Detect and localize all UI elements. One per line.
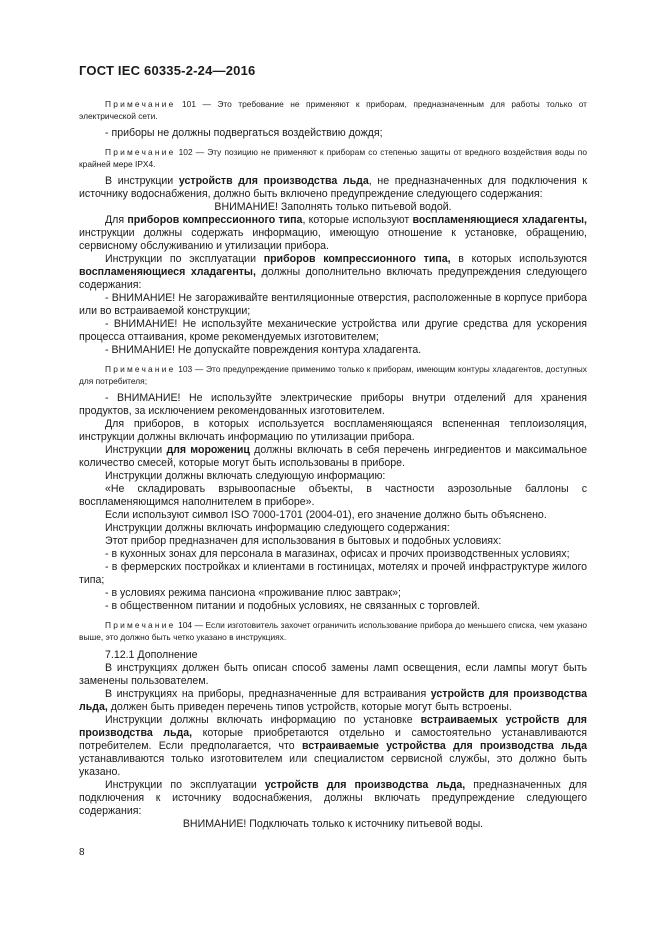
- list-item: - в общественном питании и подобных условиях, не связанных с торговлей.: [105, 600, 481, 612]
- note-103: Примечание 103 — Это предупреждение применимо только к приборам, имеющим контуры хладагентов, доступных для потребителя;: [79, 364, 587, 386]
- note-102: Примечание 102 — Эту позицию не применяют к приборам со степенью защиты от вредного воздействия воды по крайней мере IPX4.: [79, 147, 588, 169]
- page-number: 8: [79, 847, 85, 858]
- list-item: - в фермерских постройках и клиентами в гостиницах, мотелях и прочей инфраструктуре жилого типа;: [79, 561, 587, 586]
- paragraph: Для приборов компрессионного типа, которые используют воспламеняющиеся хладагенты, инструкции должны содержать информацию, имеющую отношение к установке, обращению, сервисному обслуживанию и утилизации прибора.: [79, 214, 587, 252]
- paragraph: Инструкции для морожениц должны включать в себя перечень ингредиентов и максимальное количество смесей, которые могут быть использованы в приборе.: [79, 444, 587, 469]
- note-104: Примечание 104 — Если изготовитель захочет ограничить использование прибора до меньшего списка, чем указано выше, это должно быть четко указано в инструкциях.: [79, 620, 587, 642]
- note-101: Примечание 101 — Это требование не применяют к приборам, предназначенным для работы только от электрической сети.: [79, 99, 588, 121]
- list-item: - ВНИМАНИЕ! Не используйте электрические приборы внутри отделений для хранения продуктов, за исключением рекомендованных изготовителем.: [79, 392, 587, 417]
- paragraph: Для приборов, в которых используется воспламеняющаяся вспененная теплоизоляция, инструкции должны включать информацию по утилизации прибора.: [79, 418, 587, 443]
- section-heading: 7.12.1 Дополнение: [105, 649, 198, 661]
- paragraph: Если используют символ ISO 7000-1701 (2004-01), его значение должно быть объяснено.: [105, 509, 547, 521]
- document-body: [79, 92, 587, 831]
- paragraph: Инструкции должны включать следующую информацию:: [105, 470, 386, 482]
- warning-line: ВНИМАНИЕ! Подключать только к источнику питьевой воды.: [182, 818, 484, 830]
- document-header: ГОСТ IEC 60335-2-24—2016: [79, 63, 256, 78]
- paragraph: «Не складировать взрывоопасные объекты, в частности аэрозольные баллоны с воспламеняющимся наполнителем в приборе».: [79, 483, 587, 508]
- paragraph: Этот прибор предназначен для использования в бытовых и подобных условиях:: [105, 535, 502, 547]
- note-label: Примечание: [105, 99, 176, 109]
- paragraph: В инструкциях на приборы, предназначенные для встраивания устройств для производства льда, должен быть приведен перечень типов устройств, которые могут быть встроены.: [79, 688, 587, 713]
- paragraph: В инструкциях должен быть описан способ замены ламп освещения, если лампы могут быть заменены пользователем.: [79, 662, 587, 687]
- paragraph: Инструкции по эксплуатации приборов компрессионного типа, в которых используются воспламеняющиеся хладагенты, должны дополнительно включать предупреждения следующего содержания:: [79, 253, 588, 291]
- paragraph: В инструкции устройств для производства льда, не предназначенных для подключения к источнику водоснабжения, должно быть включено предупреждение следующего содержания:: [79, 175, 587, 200]
- note-label: Примечание: [105, 147, 176, 157]
- paragraph: Инструкции по эксплуатации устройств для производства льда, предназначенных для подключения к источнику водоснабжения, должны включать предупреждение следующего содержания:: [79, 779, 588, 817]
- list-item: - в условиях режима пансиона «проживание плюс завтрак»;: [105, 587, 401, 599]
- list-item: - ВНИМАНИЕ! Не допускайте повреждения контура хладагента.: [105, 344, 422, 356]
- warning-line: ВНИМАНИЕ! Заполнять только питьевой водой.: [214, 201, 452, 213]
- note-label: Примечание: [105, 364, 176, 374]
- list-item: - ВНИМАНИЕ! Не загораживайте вентиляционные отверстия, расположенные в корпусе прибора или во встраиваемой конструкции;: [79, 292, 587, 317]
- list-item: - ВНИМАНИЕ! Не используйте механические устройства или другие средства для ускорения процесса оттаивания, кроме рекомендуемых изготовителем;: [79, 318, 587, 343]
- paragraph: Инструкции должны включать информацию следующего содержания:: [105, 522, 450, 534]
- paragraph: Инструкции должны включать информацию по установке встраиваемых устройств для производства льда, которые приобретаются отдельно и самостоятельно устанавливаются потребителем. Если предполагается, что встраиваемые устройства для производства льда устанавливаются только изготовителем или специалистом сервисной службы, это должно быть указано.: [79, 714, 587, 778]
- paragraph: - приборы не должны подвергаться воздействию дождя;: [105, 127, 383, 139]
- list-item: - в кухонных зонах для персонала в магазинах, офисах и прочих производственных условиях;: [105, 548, 570, 560]
- note-label: Примечание: [105, 620, 176, 630]
